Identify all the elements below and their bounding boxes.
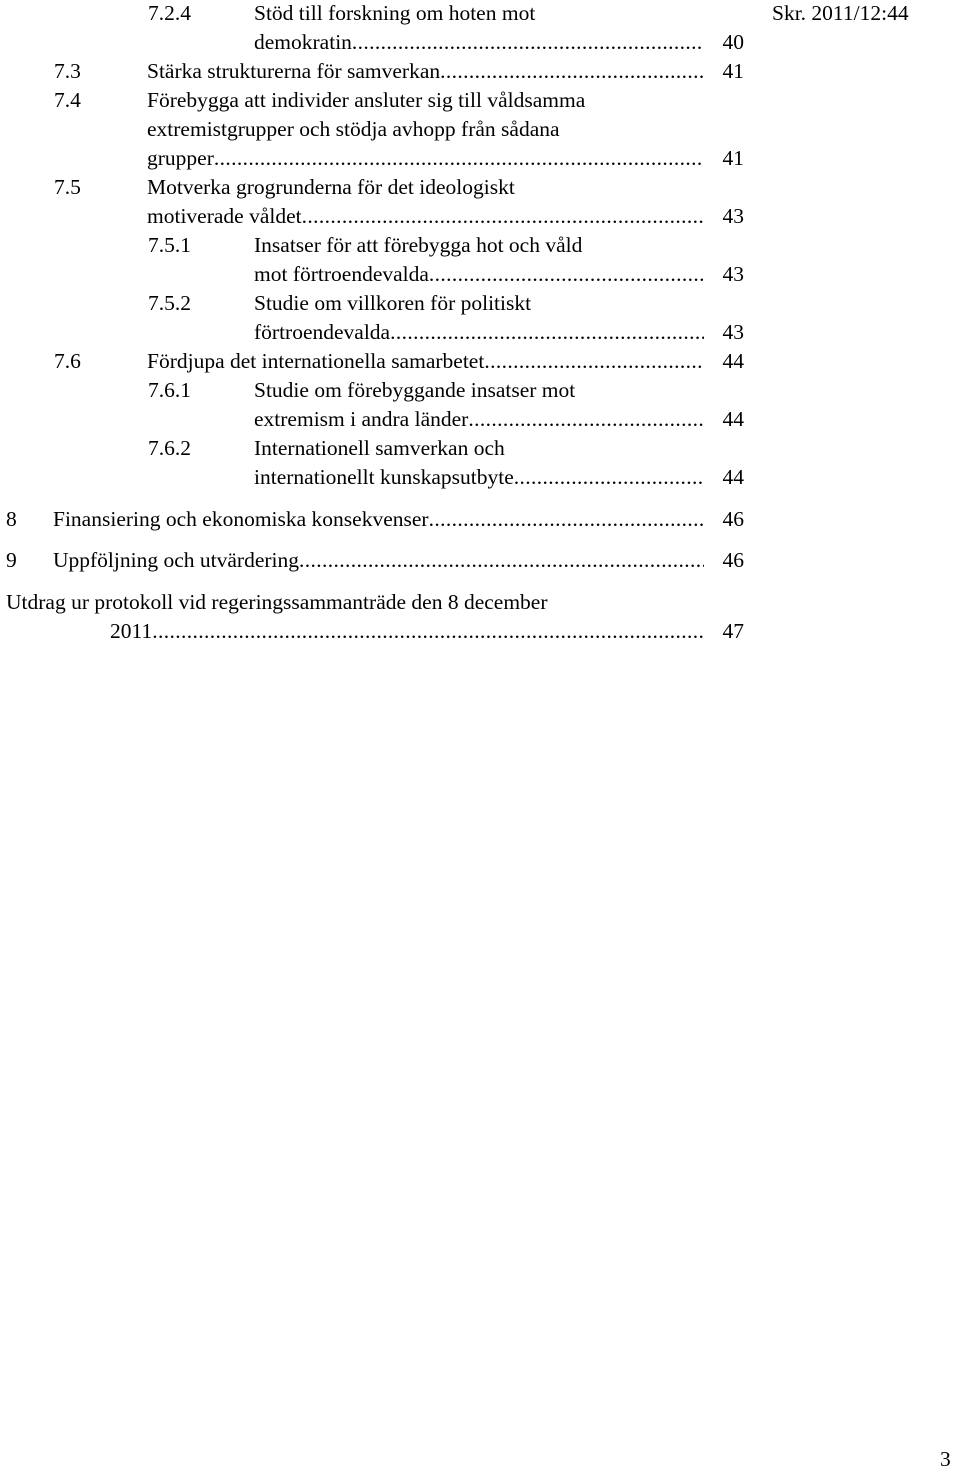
toc-entry-title: Internationell samverkan och [254, 436, 505, 460]
toc-entry-title-cont: mot förtroendevalda [254, 262, 429, 286]
toc-entry-title: Insatser för att förebygga hot och våld [254, 233, 583, 257]
toc-entry-title-cont: internationellt kunskapsutbyte [254, 465, 514, 489]
toc-entry-page: 41 [722, 146, 744, 170]
toc-entry-number: 8 [6, 507, 17, 531]
toc-entry-number: 7.6 [54, 349, 81, 373]
toc-entry-title: Uppföljning och utvärdering [53, 548, 300, 572]
toc-entry-page: 46 [722, 507, 744, 531]
toc-entry-title: Fördjupa det internationella samarbetet [147, 349, 485, 373]
toc-entry-leader [147, 58, 704, 84]
toc-entry-leader [254, 29, 704, 55]
toc-entry-page: 44 [722, 465, 744, 489]
toc-entry-leader [254, 406, 704, 432]
toc-entry-leader [254, 464, 704, 490]
toc-entry-number: 7.6.1 [148, 378, 191, 402]
toc-entry-page: 43 [722, 320, 744, 344]
toc-entry-title-cont: förtroendevalda [254, 320, 391, 344]
toc-entry-number: 7.5 [54, 175, 81, 199]
toc-entry-page: 44 [722, 349, 744, 373]
toc-entry-title: Motverka grogrunderna för det ideologiskt [147, 175, 515, 199]
toc-entry-page: 40 [722, 30, 744, 54]
toc-entry-leader [147, 203, 704, 229]
toc-entry-title: Förebygga att individer ansluter sig till våldsamma [147, 88, 586, 112]
toc-entry-number: 7.3 [54, 59, 81, 83]
toc-entry-number: 7.5.2 [148, 291, 191, 315]
toc-entry-number: 7.2.4 [148, 1, 191, 25]
toc-entry-leader [53, 547, 704, 573]
toc-entry-title-cont: grupper [147, 146, 214, 170]
toc-entry-page: 41 [722, 59, 744, 83]
page-number: 3 [940, 1447, 951, 1471]
toc-entry-leader [254, 261, 704, 287]
toc-entry-page: 46 [722, 548, 744, 572]
toc-entry-page: 44 [722, 407, 744, 431]
toc-entry-leader [147, 145, 704, 171]
toc-entry-page: 43 [722, 204, 744, 228]
toc-entry-number: 7.5.1 [148, 233, 191, 257]
toc-entry-leader [53, 506, 704, 532]
toc-entry-title: Utdrag ur protokoll vid regeringssammanträde den 8 december [6, 590, 548, 614]
toc-entry-page: 43 [722, 262, 744, 286]
toc-entry-title-cont: extremistgrupper och stödja avhopp från sådana [147, 117, 560, 141]
toc-entry-title: Studie om förebyggande insatser mot [254, 378, 576, 402]
toc-entry-title: Stärka strukturerna för samverkan [147, 59, 441, 83]
toc-entry-number: 9 [6, 548, 17, 572]
toc-entry-title: Studie om villkoren för politiskt [254, 291, 532, 315]
toc-entry-leader [254, 319, 704, 345]
toc-entry-title: Finansiering och ekonomiska konsekvenser [53, 507, 429, 531]
toc-entry-title: Stöd till forskning om hoten mot [254, 1, 536, 25]
toc-entry-title-cont: extremism i andra länder [254, 407, 469, 431]
toc-entry-title-cont: demokratin [254, 30, 352, 54]
toc-entry-title-cont: 2011 [110, 619, 153, 643]
toc-entry-number: 7.4 [54, 88, 81, 112]
toc-entry-page: 47 [722, 619, 744, 643]
document-reference: Skr. 2011/12:44 [772, 1, 909, 25]
toc-entry-number: 7.6.2 [148, 436, 191, 460]
toc-entry-title-cont: motiverade våldet [147, 204, 302, 228]
toc-entry-leader [147, 348, 704, 374]
toc-entry-leader [110, 618, 704, 644]
